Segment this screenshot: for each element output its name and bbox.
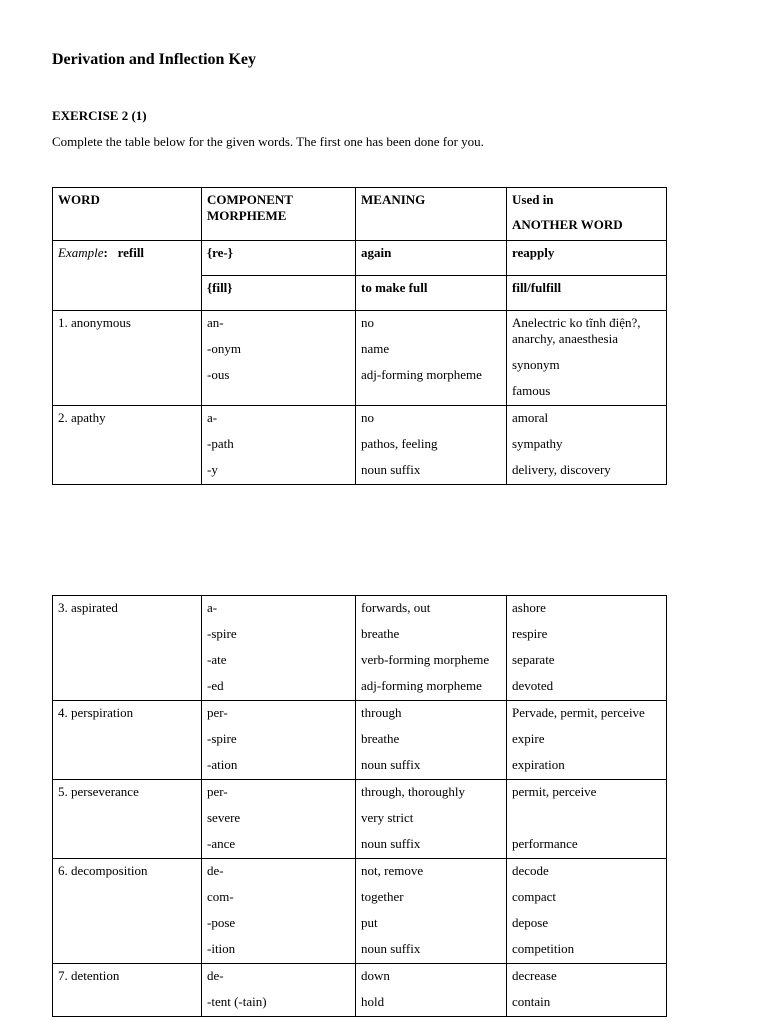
table-row xyxy=(53,311,667,406)
meaning-cell-line: pathos, feeling xyxy=(361,436,438,451)
table-row xyxy=(53,701,667,780)
morpheme-cell-line: -ition xyxy=(207,941,236,956)
example-meaning xyxy=(356,276,507,311)
meaning-cell-line: breathe xyxy=(361,626,400,641)
header-word-label: WORD xyxy=(58,192,100,207)
header-used xyxy=(507,188,667,241)
example-meaning xyxy=(356,241,507,276)
word-cell-text: 1. anonymous xyxy=(58,315,131,330)
example-used xyxy=(507,241,667,276)
used-in-cell-line: Anelectric ko tĩnh điện?, anarchy, anaesthesia xyxy=(512,315,641,346)
morpheme-cell-line: per- xyxy=(207,705,228,720)
morpheme-cell-line: an- xyxy=(207,315,224,330)
morpheme-cell-line: -ed xyxy=(207,678,224,693)
used-in-cell-line: permit, perceive xyxy=(512,784,597,799)
morpheme-table-part-1 xyxy=(52,187,667,485)
word-cell-text: 4. perspiration xyxy=(58,705,134,720)
example-label: Example xyxy=(58,245,104,260)
morpheme-cell xyxy=(202,311,356,406)
used-in-cell-line: decode xyxy=(512,863,549,878)
example-meaning-text: again xyxy=(361,245,392,260)
header-component-line1: COMPONENT xyxy=(207,192,293,207)
word-cell-text: 5. perseverance xyxy=(58,784,139,799)
used-in-cell xyxy=(507,596,667,701)
meaning-cell xyxy=(356,859,507,964)
morpheme-cell-line: -spire xyxy=(207,626,237,641)
table-row xyxy=(53,964,667,1017)
word-cell xyxy=(53,701,202,780)
word-cell xyxy=(53,859,202,964)
word-cell xyxy=(53,311,202,406)
header-component xyxy=(202,188,356,241)
meaning-cell xyxy=(356,596,507,701)
example-word-cell xyxy=(53,241,202,311)
exercise-heading: EXERCISE 2 (1) xyxy=(52,108,147,123)
used-in-cell-line: separate xyxy=(512,652,555,667)
header-used-line2: ANOTHER WORD xyxy=(512,217,623,232)
example-morpheme-text: {fill} xyxy=(207,280,233,295)
meaning-cell-line: no xyxy=(361,410,374,425)
entries-group-2 xyxy=(53,596,667,1017)
example-row-1 xyxy=(53,241,667,276)
meaning-cell xyxy=(356,964,507,1017)
word-cell-text: 6. decomposition xyxy=(58,863,148,878)
used-in-cell xyxy=(507,859,667,964)
morpheme-cell-line: -path xyxy=(207,436,234,451)
used-in-cell xyxy=(507,701,667,780)
morpheme-cell-line: a- xyxy=(207,600,218,615)
morpheme-cell-line: -y xyxy=(207,462,218,477)
used-in-cell-line: expire xyxy=(512,731,545,746)
morpheme-cell-line: -ation xyxy=(207,757,238,772)
table-row xyxy=(53,859,667,964)
example-morpheme-text: {re-} xyxy=(207,245,233,260)
morpheme-cell-line: de- xyxy=(207,968,224,983)
example-colon: : xyxy=(103,245,108,260)
word-cell xyxy=(53,406,202,485)
example-morpheme xyxy=(202,276,356,311)
meaning-cell-line: forwards, out xyxy=(361,600,431,615)
header-word xyxy=(53,188,202,241)
used-in-cell-line: expiration xyxy=(512,757,565,772)
morpheme-cell-line: -pose xyxy=(207,915,236,930)
used-in-cell-line: compact xyxy=(512,889,557,904)
morpheme-cell-line: -ate xyxy=(207,652,227,667)
morpheme-cell-line: per- xyxy=(207,784,228,799)
meaning-cell-line: very strict xyxy=(361,810,414,825)
used-in-cell-line: delivery, discovery xyxy=(512,462,611,477)
meaning-cell xyxy=(356,311,507,406)
morpheme-cell xyxy=(202,964,356,1017)
meaning-cell-line: noun suffix xyxy=(361,836,421,851)
used-in-cell-line: performance xyxy=(512,836,578,851)
morpheme-cell-line: -onym xyxy=(207,341,241,356)
meaning-cell-line: put xyxy=(361,915,378,930)
morpheme-cell-line: de- xyxy=(207,863,224,878)
meaning-cell xyxy=(356,701,507,780)
entries-group-1 xyxy=(53,311,667,485)
morpheme-cell xyxy=(202,406,356,485)
morpheme-cell-line: severe xyxy=(207,810,241,825)
table-row xyxy=(53,780,667,859)
example-used xyxy=(507,276,667,311)
meaning-cell-line: verb-forming morpheme xyxy=(361,652,490,667)
table-header-row xyxy=(53,188,667,241)
meaning-cell-line: adj-forming morpheme xyxy=(361,367,482,382)
meaning-cell-line: through, thoroughly xyxy=(361,784,465,799)
meaning-cell-line: breathe xyxy=(361,731,400,746)
example-word: refill xyxy=(117,245,145,260)
meaning-cell-line: not, remove xyxy=(361,863,424,878)
meaning-cell-line: through xyxy=(361,705,402,720)
example-used-text: fill/fulfill xyxy=(512,280,562,295)
morpheme-cell xyxy=(202,701,356,780)
morpheme-cell-line: -ance xyxy=(207,836,236,851)
used-in-cell xyxy=(507,780,667,859)
used-in-cell-line xyxy=(512,810,661,826)
morpheme-table-part-2 xyxy=(52,595,667,1017)
meaning-cell-line: hold xyxy=(361,994,385,1009)
word-cell-text: 2. apathy xyxy=(58,410,106,425)
used-in-cell-line: respire xyxy=(512,626,548,641)
morpheme-cell xyxy=(202,596,356,701)
word-cell xyxy=(53,596,202,701)
used-in-cell xyxy=(507,964,667,1017)
used-in-cell-line: depose xyxy=(512,915,549,930)
header-used-line1: Used in xyxy=(512,192,554,207)
used-in-cell-line: competition xyxy=(512,941,575,956)
morpheme-cell xyxy=(202,859,356,964)
word-cell-text: 7. detention xyxy=(58,968,120,983)
header-meaning-label: MEANING xyxy=(361,192,426,207)
meaning-cell-line: noun suffix xyxy=(361,462,421,477)
used-in-cell-line: famous xyxy=(512,383,551,398)
used-in-cell xyxy=(507,406,667,485)
table-row xyxy=(53,406,667,485)
document-title: Derivation and Inflection Key xyxy=(52,51,256,68)
used-in-cell-line: devoted xyxy=(512,678,554,693)
meaning-cell-line: name xyxy=(361,341,390,356)
used-in-cell-line: Pervade, permit, perceive xyxy=(512,705,645,720)
used-in-cell-line: contain xyxy=(512,994,551,1009)
morpheme-cell-line: -spire xyxy=(207,731,237,746)
meaning-cell-line: together xyxy=(361,889,404,904)
used-in-cell-line: sympathy xyxy=(512,436,563,451)
morpheme-cell-line: -tent (-tain) xyxy=(207,994,267,1009)
table-row xyxy=(53,596,667,701)
meaning-cell-line: noun suffix xyxy=(361,757,421,772)
used-in-cell-line: decrease xyxy=(512,968,557,983)
morpheme-cell-line: a- xyxy=(207,410,218,425)
meaning-cell-line: noun suffix xyxy=(361,941,421,956)
used-in-cell xyxy=(507,311,667,406)
morpheme-cell-line: com- xyxy=(207,889,234,904)
word-cell xyxy=(53,964,202,1017)
morpheme-cell xyxy=(202,780,356,859)
header-meaning xyxy=(356,188,507,241)
morpheme-cell-line: -ous xyxy=(207,367,230,382)
meaning-cell-line: down xyxy=(361,968,390,983)
meaning-cell-line: adj-forming morpheme xyxy=(361,678,482,693)
used-in-cell-line: amoral xyxy=(512,410,549,425)
meaning-cell xyxy=(356,406,507,485)
example-morpheme xyxy=(202,241,356,276)
used-in-cell-line: synonym xyxy=(512,357,560,372)
example-meaning-text: to make full xyxy=(361,280,428,295)
word-cell-text: 3. aspirated xyxy=(58,600,118,615)
meaning-cell xyxy=(356,780,507,859)
meaning-cell-line: no xyxy=(361,315,374,330)
header-component-line2: MORPHEME xyxy=(207,208,287,223)
example-used-text: reapply xyxy=(512,245,555,260)
used-in-cell-line: ashore xyxy=(512,600,546,615)
instruction-text: Complete the table below for the given words. The first one has been done for you. xyxy=(52,134,484,149)
word-cell xyxy=(53,780,202,859)
